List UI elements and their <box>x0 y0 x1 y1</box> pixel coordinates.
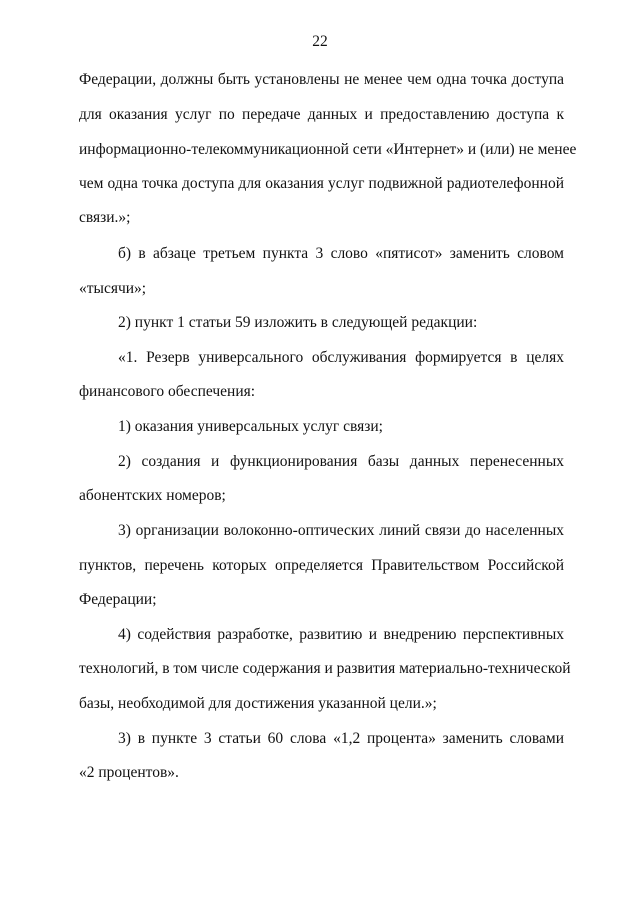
text-line: пунктов, перечень которых определяется Правительством Российской <box>79 557 564 574</box>
text-line: связи.»; <box>79 209 131 226</box>
text-line: «тысячи»; <box>79 280 147 297</box>
text-line: 3) организации волоконно-оптических линий связи до населенных <box>118 522 564 539</box>
text-line: базы, необходимой для достижения указанной цели.»; <box>79 695 437 712</box>
text-line: 1) оказания универсальных услуг связи; <box>118 418 383 435</box>
text-line: технологий, в том числе содержания и развития материально-технической <box>79 660 571 677</box>
text-line: 2) пункт 1 статьи 59 изложить в следующей редакции: <box>118 314 478 331</box>
page-number: 22 <box>312 33 328 50</box>
text-line: б) в абзаце третьем пункта 3 слово «пятисот» заменить словом <box>118 245 564 262</box>
text-line: 2) создания и функционирования базы данных перенесенных <box>118 453 564 470</box>
text-line: Федерации, должны быть установлены не менее чем одна точка доступа <box>79 71 564 88</box>
text-line: 3) в пункте 3 статьи 60 слова «1,2 процента» заменить словами <box>118 730 564 747</box>
text-line: 4) содействия разработке, развитию и внедрению перспективных <box>118 626 564 643</box>
text-line: финансового обеспечения: <box>79 383 256 400</box>
text-line: «2 процентов». <box>79 764 179 781</box>
text-line: информационно-телекоммуникационной сети «Интернет» и (или) не менее <box>79 141 577 158</box>
text-line: абонентских номеров; <box>79 487 226 504</box>
text-line: чем одна точка доступа для оказания услуг подвижной радиотелефонной <box>79 175 564 192</box>
text-line: «1. Резерв универсального обслуживания формируется в целях <box>118 349 564 366</box>
text-line: для оказания услуг по передаче данных и предоставлению доступа к <box>79 106 564 123</box>
text-line: Федерации; <box>79 591 157 608</box>
